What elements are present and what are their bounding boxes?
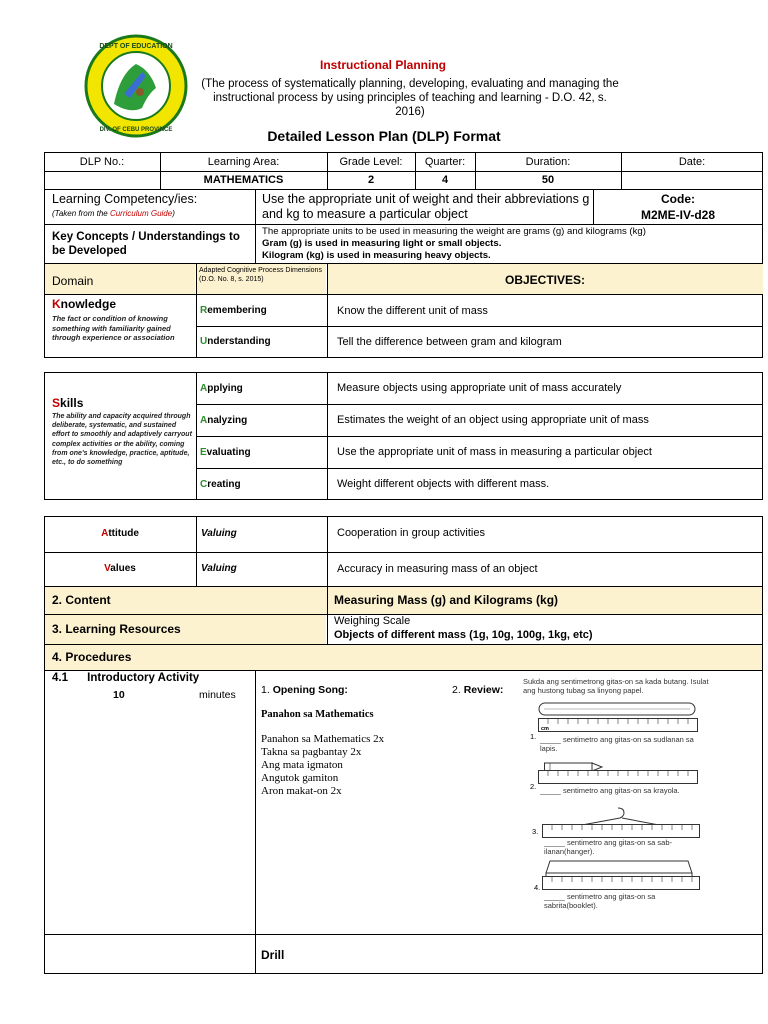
objective-understanding: Tell the difference between gram and kilogram <box>337 336 562 348</box>
quarter-value: 4 <box>441 174 449 186</box>
song-lyrics: Panahon sa Mathematics 2x Takna sa pagbantay 2x Ang mata igmaton Angutok gamiton Aron makat-on 2x <box>261 733 385 797</box>
attitude-level: Valuing <box>201 528 237 539</box>
objective-applying: Measure objects using appropriate unit of mass accurately <box>337 382 622 394</box>
values-title: Values <box>104 563 136 574</box>
adapted-process-label: Adapted Cognitive Process Dimensions (D.O. No. 8, s. 2015) <box>199 267 322 283</box>
intro-activity-label: 4.1 Introductory Activity <box>52 672 200 684</box>
dlp-no-label: DLP No.: <box>79 156 125 168</box>
svg-text:DIV. OF CEBU PROVINCE: DIV. OF CEBU PROVINCE <box>99 127 173 133</box>
objective-creating: Weight different objects with different mass. <box>337 478 550 490</box>
worksheet-item-4-num: 4. <box>534 883 541 892</box>
page-title: Instructional Planning <box>320 58 447 72</box>
procedures-row-bg <box>45 645 762 670</box>
resources-line1: Weighing Scale <box>334 615 411 627</box>
level-applying: Applying <box>200 383 243 394</box>
worksheet-item-3-num: 3. <box>532 827 539 836</box>
objective-analyzing: Estimates the weight of an object using appropriate unit of mass <box>337 414 649 426</box>
ruler-unit-label: cm <box>541 726 549 732</box>
worksheet-item-4: _____ sentimetro ang gitas-on sa sabrita(booklet). <box>544 892 656 910</box>
worksheet-item-2-num: 2. <box>530 782 537 791</box>
key-concepts-text: The appropriate units to be used in measuring the weight are grams (g) and kilograms (kg) Gram (g) is used in measuring light or small objects. Kilogram (kg) is used in measuring heavy objects. <box>262 226 646 261</box>
worksheet-item-3: _____ sentimetro ang gitas-on sa sab-ilanan(hanger). <box>544 838 672 856</box>
grade-level-value: 2 <box>367 174 375 186</box>
content-label: 2. Content <box>52 593 111 607</box>
key-concepts-label: Key Concepts / Understandings to be Developed <box>52 231 240 257</box>
resources-label: 3. Learning Resources <box>52 622 181 636</box>
grade-level-label: Grade Level: <box>339 156 403 168</box>
objectives-label: OBJECTIVES: <box>504 273 585 287</box>
page-description: (The process of systematically planning, developing, evaluating and managing the instructional process by using principles of teaching and learning - D.O. 42, s. 2016) <box>201 78 619 118</box>
level-analyzing: Analyzing <box>200 415 248 426</box>
resources-line2: Objects of different mass (1g, 10g, 100g, 1kg, etc) <box>334 629 593 641</box>
quarter-label: Quarter: <box>424 156 466 168</box>
level-creating: Creating <box>200 479 241 490</box>
curriculum-guide-link: Curriculum Guide <box>109 209 173 218</box>
worksheet-item-1-num: 1. <box>530 732 537 741</box>
duration-label: Duration: <box>525 156 571 168</box>
level-understanding: Understanding <box>200 336 271 347</box>
code-label: Code: <box>661 192 695 206</box>
code-value: M2ME-IV-d28 <box>640 208 715 222</box>
worksheet-item-2: _____ sentimetro ang gitas-on sa krayola. <box>540 786 680 795</box>
values-objective: Accuracy in measuring mass of an object <box>337 563 538 575</box>
drill-label: Drill <box>261 948 285 962</box>
competency-text: Use the appropriate unit of weight and their abbreviations g and kg to measure a particular object <box>262 192 590 221</box>
skills-title: Skills <box>52 396 84 410</box>
objective-evaluating: Use the appropriate unit of mass in measuring a particular object <box>337 446 652 458</box>
values-level: Valuing <box>201 563 237 574</box>
competency-note: (Taken from the Curriculum Guide) <box>52 209 175 218</box>
format-title: Detailed Lesson Plan (DLP) Format <box>267 128 501 144</box>
skills-desc: The ability and capacity acquired through deliberate, systematic, and sustained effort to smoothly and adaptively carryout complex activities or the ability, coming from one's knowledge, practice, aptitude, etc., to do something <box>52 413 192 467</box>
duration-value: 50 <box>541 174 555 186</box>
level-remembering: Remembering <box>200 305 267 316</box>
domain-label: Domain <box>52 274 94 288</box>
learning-area-label: Learning Area: <box>207 156 280 168</box>
date-label: Date: <box>678 156 706 168</box>
content-value: Measuring Mass (g) and Kilograms (kg) <box>334 593 559 607</box>
objective-remembering: Know the different unit of mass <box>337 305 488 317</box>
review-heading: 2. Review: <box>452 684 504 696</box>
song-title: Panahon sa Mathematics <box>261 709 374 720</box>
level-evaluating: Evaluating <box>200 447 251 458</box>
knowledge-title: Knowledge <box>52 297 117 311</box>
attitude-title: Attitude <box>101 528 139 539</box>
svg-text:DEPT OF EDUCATION: DEPT OF EDUCATION <box>99 43 173 50</box>
worksheet-instructions: Sukda ang sentimetrong gitas-on sa kada butang. Isulat ang hustong tubag sa linyong papel. <box>523 677 709 695</box>
attitude-objective: Cooperation in group activities <box>337 527 485 539</box>
procedures-label: 4. Procedures <box>52 650 132 664</box>
intro-minutes-value: 10 <box>113 689 125 701</box>
intro-minutes-label: minutes <box>199 689 236 701</box>
knowledge-desc: The fact or condition of knowing something with familiarity gained through experience or association <box>52 314 175 342</box>
competency-label: Learning Competency/ies: <box>52 192 198 206</box>
learning-area-value: MATHEMATICS <box>203 174 284 186</box>
division-logo <box>84 34 188 138</box>
opening-song-heading: 1. Opening Song: <box>261 684 348 696</box>
worksheet-item-1: _____ sentimetro ang gitas-on sa sudlanan sa lapis. <box>540 735 694 753</box>
